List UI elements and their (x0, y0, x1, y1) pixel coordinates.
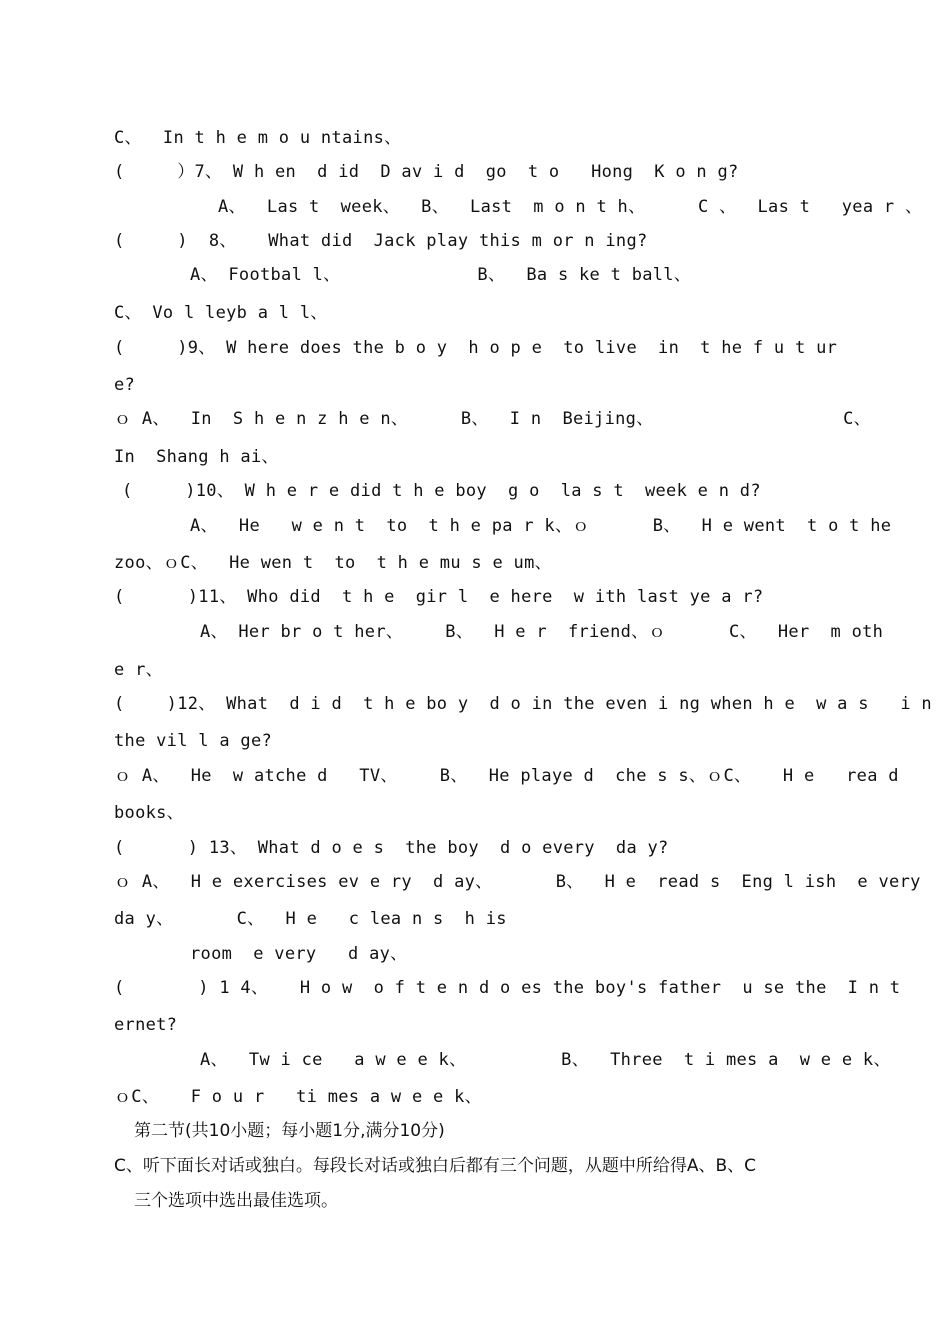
q13-options: ｏ A、 H e exercises ev e ry d ay、 B、 H e read s Eng l ish e very (114, 872, 921, 892)
question-14: ( ) 1 4、 H o w o f t e n d o es the boy's father u se the I n t (114, 978, 901, 998)
q10-options: A、 He w e n t to t h e pa r k、ｏ B、 H e went t o t he (190, 516, 892, 536)
question-12-cont: the vil l a ge? (114, 731, 273, 751)
q11-options-cont: e r、 (114, 660, 163, 680)
question-14-cont: ernet? (114, 1015, 178, 1035)
question-12: ( )12、 What d i d t h e bo y d o in the even i ng when h e w a s i n (114, 694, 932, 714)
q11-options: A、 Her br o t her、 B、 H e r friend、ｏ C、 Her m oth (200, 622, 884, 642)
section-title: 第二节(共10小题；每小题1分,满分10分) (134, 1121, 445, 1141)
section-instruction-cont: 三个选项中选出最佳选项。 (134, 1191, 338, 1211)
q8-options-ab: A、 Footbal l、 B、 Ba s ke t ball、 (190, 265, 692, 285)
q14-options-cont: ｏC、 F o u r ti mes a w e e k、 (114, 1087, 482, 1107)
q12-options-cont: books、 (114, 803, 184, 823)
q9-options-cont: In Shang h ai、 (114, 447, 279, 467)
q12-options: ｏ A、 He w atche d TV、 B、 He playe d che s s、ｏC、 H e rea d (114, 766, 899, 786)
question-10: ( )10、 W h e r e did t h e boy g o la s t week e n d? (122, 481, 761, 501)
question-11: ( )11、 Who did t h e gir l e here w ith last ye a r? (114, 587, 764, 607)
question-7: ( ）7、 W h en d id D av i d go t o Hong K o n g? (114, 162, 739, 182)
q14-options: A、 Tw i ce a w e e k、 B、 Three t i mes a w e e k、 (200, 1050, 891, 1070)
section-instruction: C、听下面长对话或独白。每段长对话或独白后都有三个问题，从题中所给得A、B、C (114, 1156, 757, 1176)
question-13: ( ) 13、 What d o e s the boy d o every da y? (114, 838, 669, 858)
q7-options: A、 Las t week、 B、 Last m o n t h、 C 、 Las t yea r 、 (218, 197, 923, 217)
q13-options-cont: da y、 C、 H e c lea n s h is (114, 909, 507, 929)
q13-options-cont-2: room e very d ay、 (190, 944, 408, 964)
q9-options: ｏ A、 In S h e n z h e n、 B、 I n Beijing、 C、 (114, 409, 871, 429)
question-9-cont: e? (114, 375, 136, 395)
question-8: ( ) 8、 What did Jack play this m or n ing? (114, 231, 648, 251)
q10-options-cont: zoo、ｏC、 He wen t to t h e mu s e um、 (114, 553, 552, 573)
q6-option-c: C、 In t h e m o u ntains、 (114, 128, 402, 148)
question-9: ( )9、 W here does the b o y h o p e to live in t he f u t ur (114, 338, 838, 358)
q8-option-c: C、 Vo l leyb a l l、 (114, 303, 328, 323)
